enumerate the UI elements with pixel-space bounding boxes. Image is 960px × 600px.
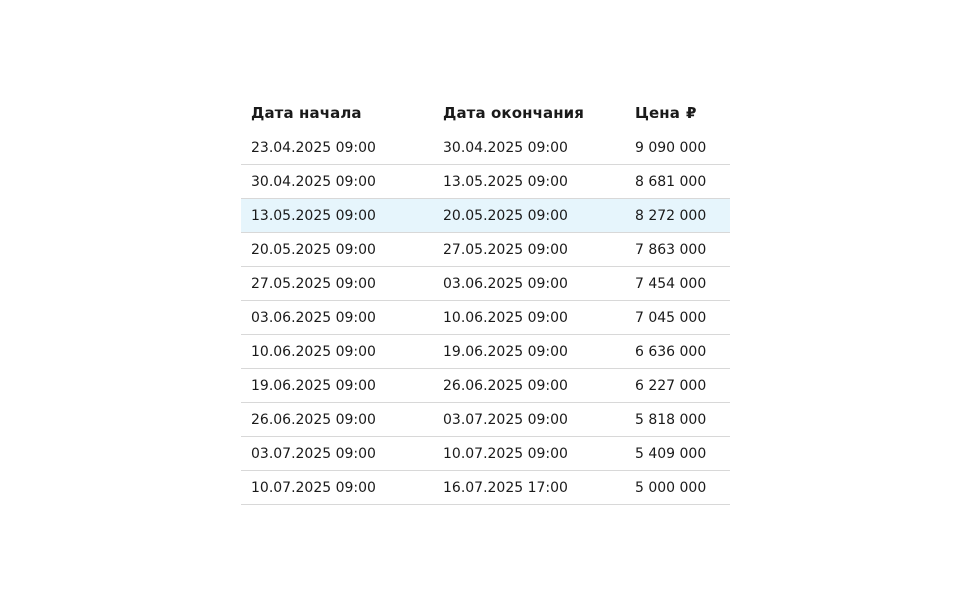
header-price [625, 104, 730, 122]
cell-end-date: 03.06.2025 09:00 [443, 275, 568, 292]
ruble-icon: ₽ [685, 104, 697, 122]
table-row[interactable] [241, 301, 730, 335]
cell-start-date: 20.05.2025 09:00 [251, 241, 376, 258]
cell-start-date: 10.06.2025 09:00 [251, 343, 376, 360]
table-row[interactable] [241, 199, 730, 233]
cell-end-date: 30.04.2025 09:00 [443, 139, 568, 156]
cell-start-date: 03.07.2025 09:00 [251, 445, 376, 462]
table-row[interactable] [241, 165, 730, 199]
cell-price: 7 863 000 [635, 241, 707, 258]
cell-price: 5 000 000 [635, 479, 707, 496]
header-end-date: Дата окончания [443, 104, 584, 122]
cell-price: 5 818 000 [635, 411, 707, 428]
price-schedule-table [241, 95, 730, 505]
cell-end-date: 16.07.2025 17:00 [443, 479, 568, 496]
cell-end-date: 03.07.2025 09:00 [443, 411, 568, 428]
cell-end-date: 10.06.2025 09:00 [443, 309, 568, 326]
table-row[interactable] [241, 437, 730, 471]
cell-start-date: 10.07.2025 09:00 [251, 479, 376, 496]
cell-start-date: 30.04.2025 09:00 [251, 173, 376, 190]
cell-price: 6 227 000 [635, 377, 707, 394]
cell-start-date: 13.05.2025 09:00 [251, 207, 376, 224]
cell-start-date: 19.06.2025 09:00 [251, 377, 376, 394]
cell-end-date: 20.05.2025 09:00 [443, 207, 568, 224]
cell-end-date: 10.07.2025 09:00 [443, 445, 568, 462]
header-start-date: Дата начала [251, 104, 362, 122]
table-header [241, 95, 730, 131]
cell-start-date: 26.06.2025 09:00 [251, 411, 376, 428]
cell-price: 8 681 000 [635, 173, 707, 190]
table-row[interactable] [241, 403, 730, 437]
cell-price: 5 409 000 [635, 445, 707, 462]
cell-price: 7 454 000 [635, 275, 707, 292]
cell-price: 6 636 000 [635, 343, 707, 360]
cell-price: 9 090 000 [635, 139, 707, 156]
table-row[interactable] [241, 233, 730, 267]
cell-start-date: 23.04.2025 09:00 [251, 139, 376, 156]
cell-price: 7 045 000 [635, 309, 707, 326]
cell-start-date: 03.06.2025 09:00 [251, 309, 376, 326]
table-row[interactable] [241, 369, 730, 403]
header-price-label: Цена [635, 104, 680, 122]
cell-end-date: 27.05.2025 09:00 [443, 241, 568, 258]
cell-end-date: 13.05.2025 09:00 [443, 173, 568, 190]
table-row[interactable] [241, 335, 730, 369]
table-row[interactable] [241, 131, 730, 165]
cell-end-date: 19.06.2025 09:00 [443, 343, 568, 360]
cell-end-date: 26.06.2025 09:00 [443, 377, 568, 394]
cell-start-date: 27.05.2025 09:00 [251, 275, 376, 292]
cell-price: 8 272 000 [635, 207, 707, 224]
table-row[interactable] [241, 471, 730, 505]
table-row[interactable] [241, 267, 730, 301]
table-body [241, 131, 730, 505]
